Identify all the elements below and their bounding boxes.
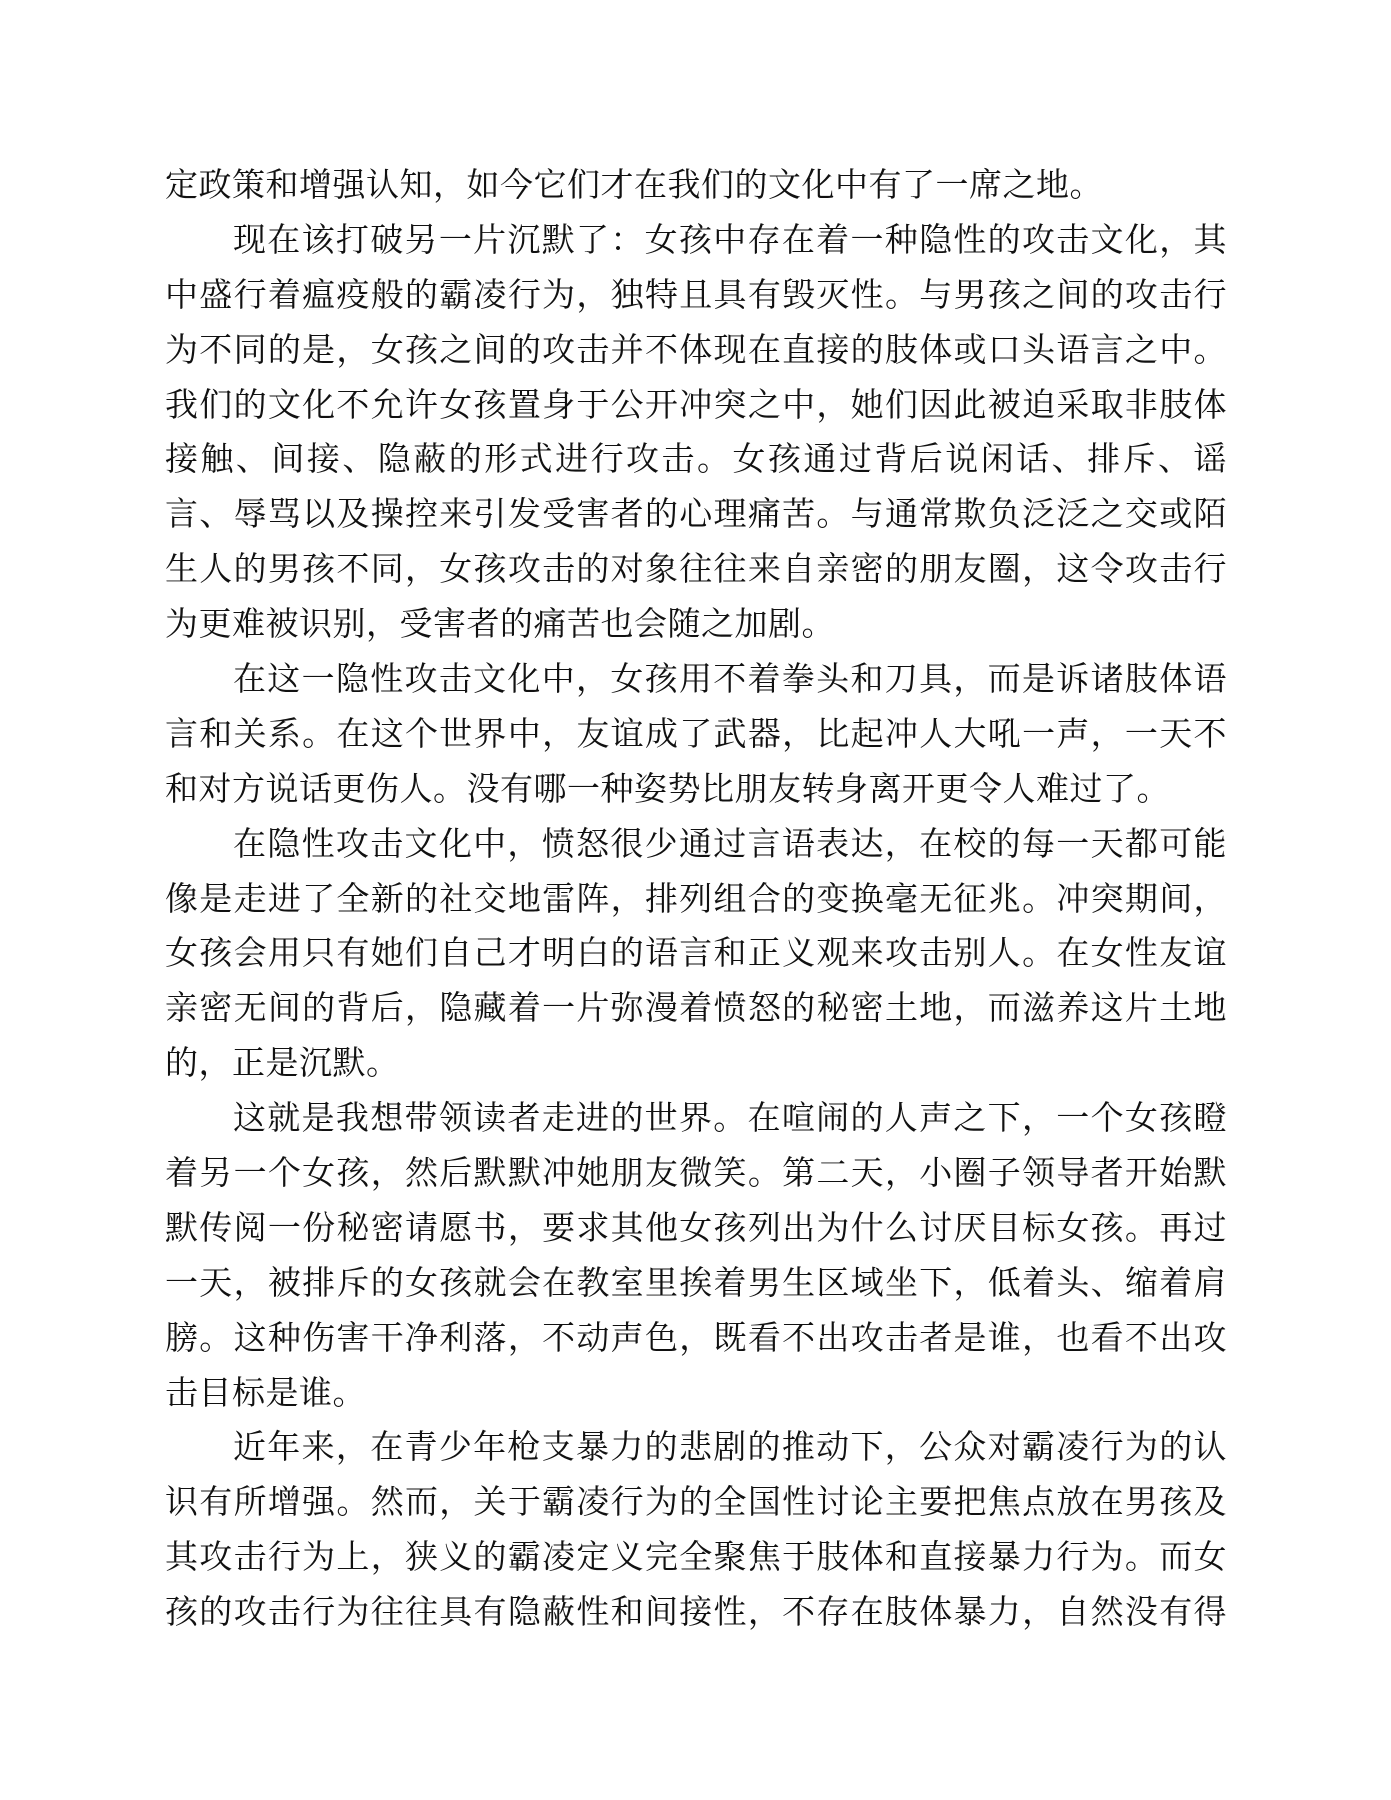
text-line: 在隐性攻击文化中，愤怒很少通过言语表达，在校的每一天都可能 [233, 823, 1227, 863]
text-line: 在这一隐性攻击文化中，女孩用不着拳头和刀具，而是诉诸肢体语 [233, 659, 1227, 699]
text-line: 击目标是谁。 [165, 1372, 366, 1412]
text-line: 为不同的是，女孩之间的攻击并不体现在直接的肢体或口头语言之中。 [165, 329, 1227, 369]
text-line: 言和关系。在这个世界中，友谊成了武器，比起冲人大吼一声，一天不 [165, 713, 1227, 753]
text-line: 亲密无间的背后，隐藏着一片弥漫着愤怒的秘密土地，而滋养这片土地 [165, 988, 1227, 1028]
text-line: 我们的文化不允许女孩置身于公开冲突之中，她们因此被迫采取非肢体 [165, 384, 1227, 424]
text-line: 中盛行着瘟疫般的霸凌行为，独特且具有毁灭性。与男孩之间的攻击行 [165, 274, 1227, 314]
text-line: 的，正是沉默。 [165, 1043, 400, 1083]
text-line: 一天，被排斥的女孩就会在教室里挨着男生区域坐下，低着头、缩着肩 [165, 1262, 1227, 1302]
text-line: 着另一个女孩，然后默默冲她朋友微笑。第二天，小圈子领导者开始默 [165, 1153, 1227, 1193]
text-line: 默传阅一份秘密请愿书，要求其他女孩列出为什么讨厌目标女孩。再过 [165, 1207, 1227, 1247]
text-line: 和对方说话更伤人。没有哪一种姿势比朋友转身离开更令人难过了。 [165, 768, 1170, 808]
paragraph [165, 158, 1227, 213]
paragraph [165, 1420, 1227, 1640]
text-line: 膀。这种伤害干净利落，不动声色，既看不出攻击者是谁，也看不出攻 [165, 1317, 1227, 1357]
text-line: 近年来，在青少年枪支暴力的悲剧的推动下，公众对霸凌行为的认 [233, 1427, 1227, 1467]
text-line: 其攻击行为上，狭义的霸凌定义完全聚焦于肢体和直接暴力行为。而女 [165, 1537, 1227, 1577]
text-line: 现在该打破另一片沉默了：女孩中存在着一种隐性的攻击文化，其 [233, 219, 1227, 259]
text-line: 孩的攻击行为往往具有隐蔽性和间接性，不存在肢体暴力，自然没有得 [165, 1592, 1227, 1632]
text-line: 生人的男孩不同，女孩攻击的对象往往来自亲密的朋友圈，这令攻击行 [165, 549, 1227, 589]
paragraph [165, 652, 1227, 817]
text-line: 言、辱骂以及操控来引发受害者的心理痛苦。与通常欺负泛泛之交或陌 [165, 494, 1227, 534]
text-line: 女孩会用只有她们自己才明白的语言和正义观来攻击别人。在女性友谊 [165, 933, 1227, 973]
paragraph [165, 213, 1227, 652]
text-line: 定政策和增强认知，如今它们才在我们的文化中有了一席之地。 [165, 165, 1103, 204]
paragraph [165, 1091, 1227, 1420]
document-page [165, 158, 1227, 1640]
text-line: 接触、间接、隐蔽的形式进行攻击。女孩通过背后说闲话、排斥、谣 [165, 439, 1227, 479]
text-line: 识有所增强。然而，关于霸凌行为的全国性讨论主要把焦点放在男孩及 [165, 1482, 1227, 1522]
paragraph [165, 817, 1227, 1091]
text-line: 为更难被识别，受害者的痛苦也会随之加剧。 [165, 604, 835, 644]
text-line: 这就是我想带领读者走进的世界。在喧闹的人声之下，一个女孩瞪 [233, 1098, 1227, 1138]
text-line: 像是走进了全新的社交地雷阵，排列组合的变换毫无征兆。冲突期间， [165, 878, 1227, 918]
